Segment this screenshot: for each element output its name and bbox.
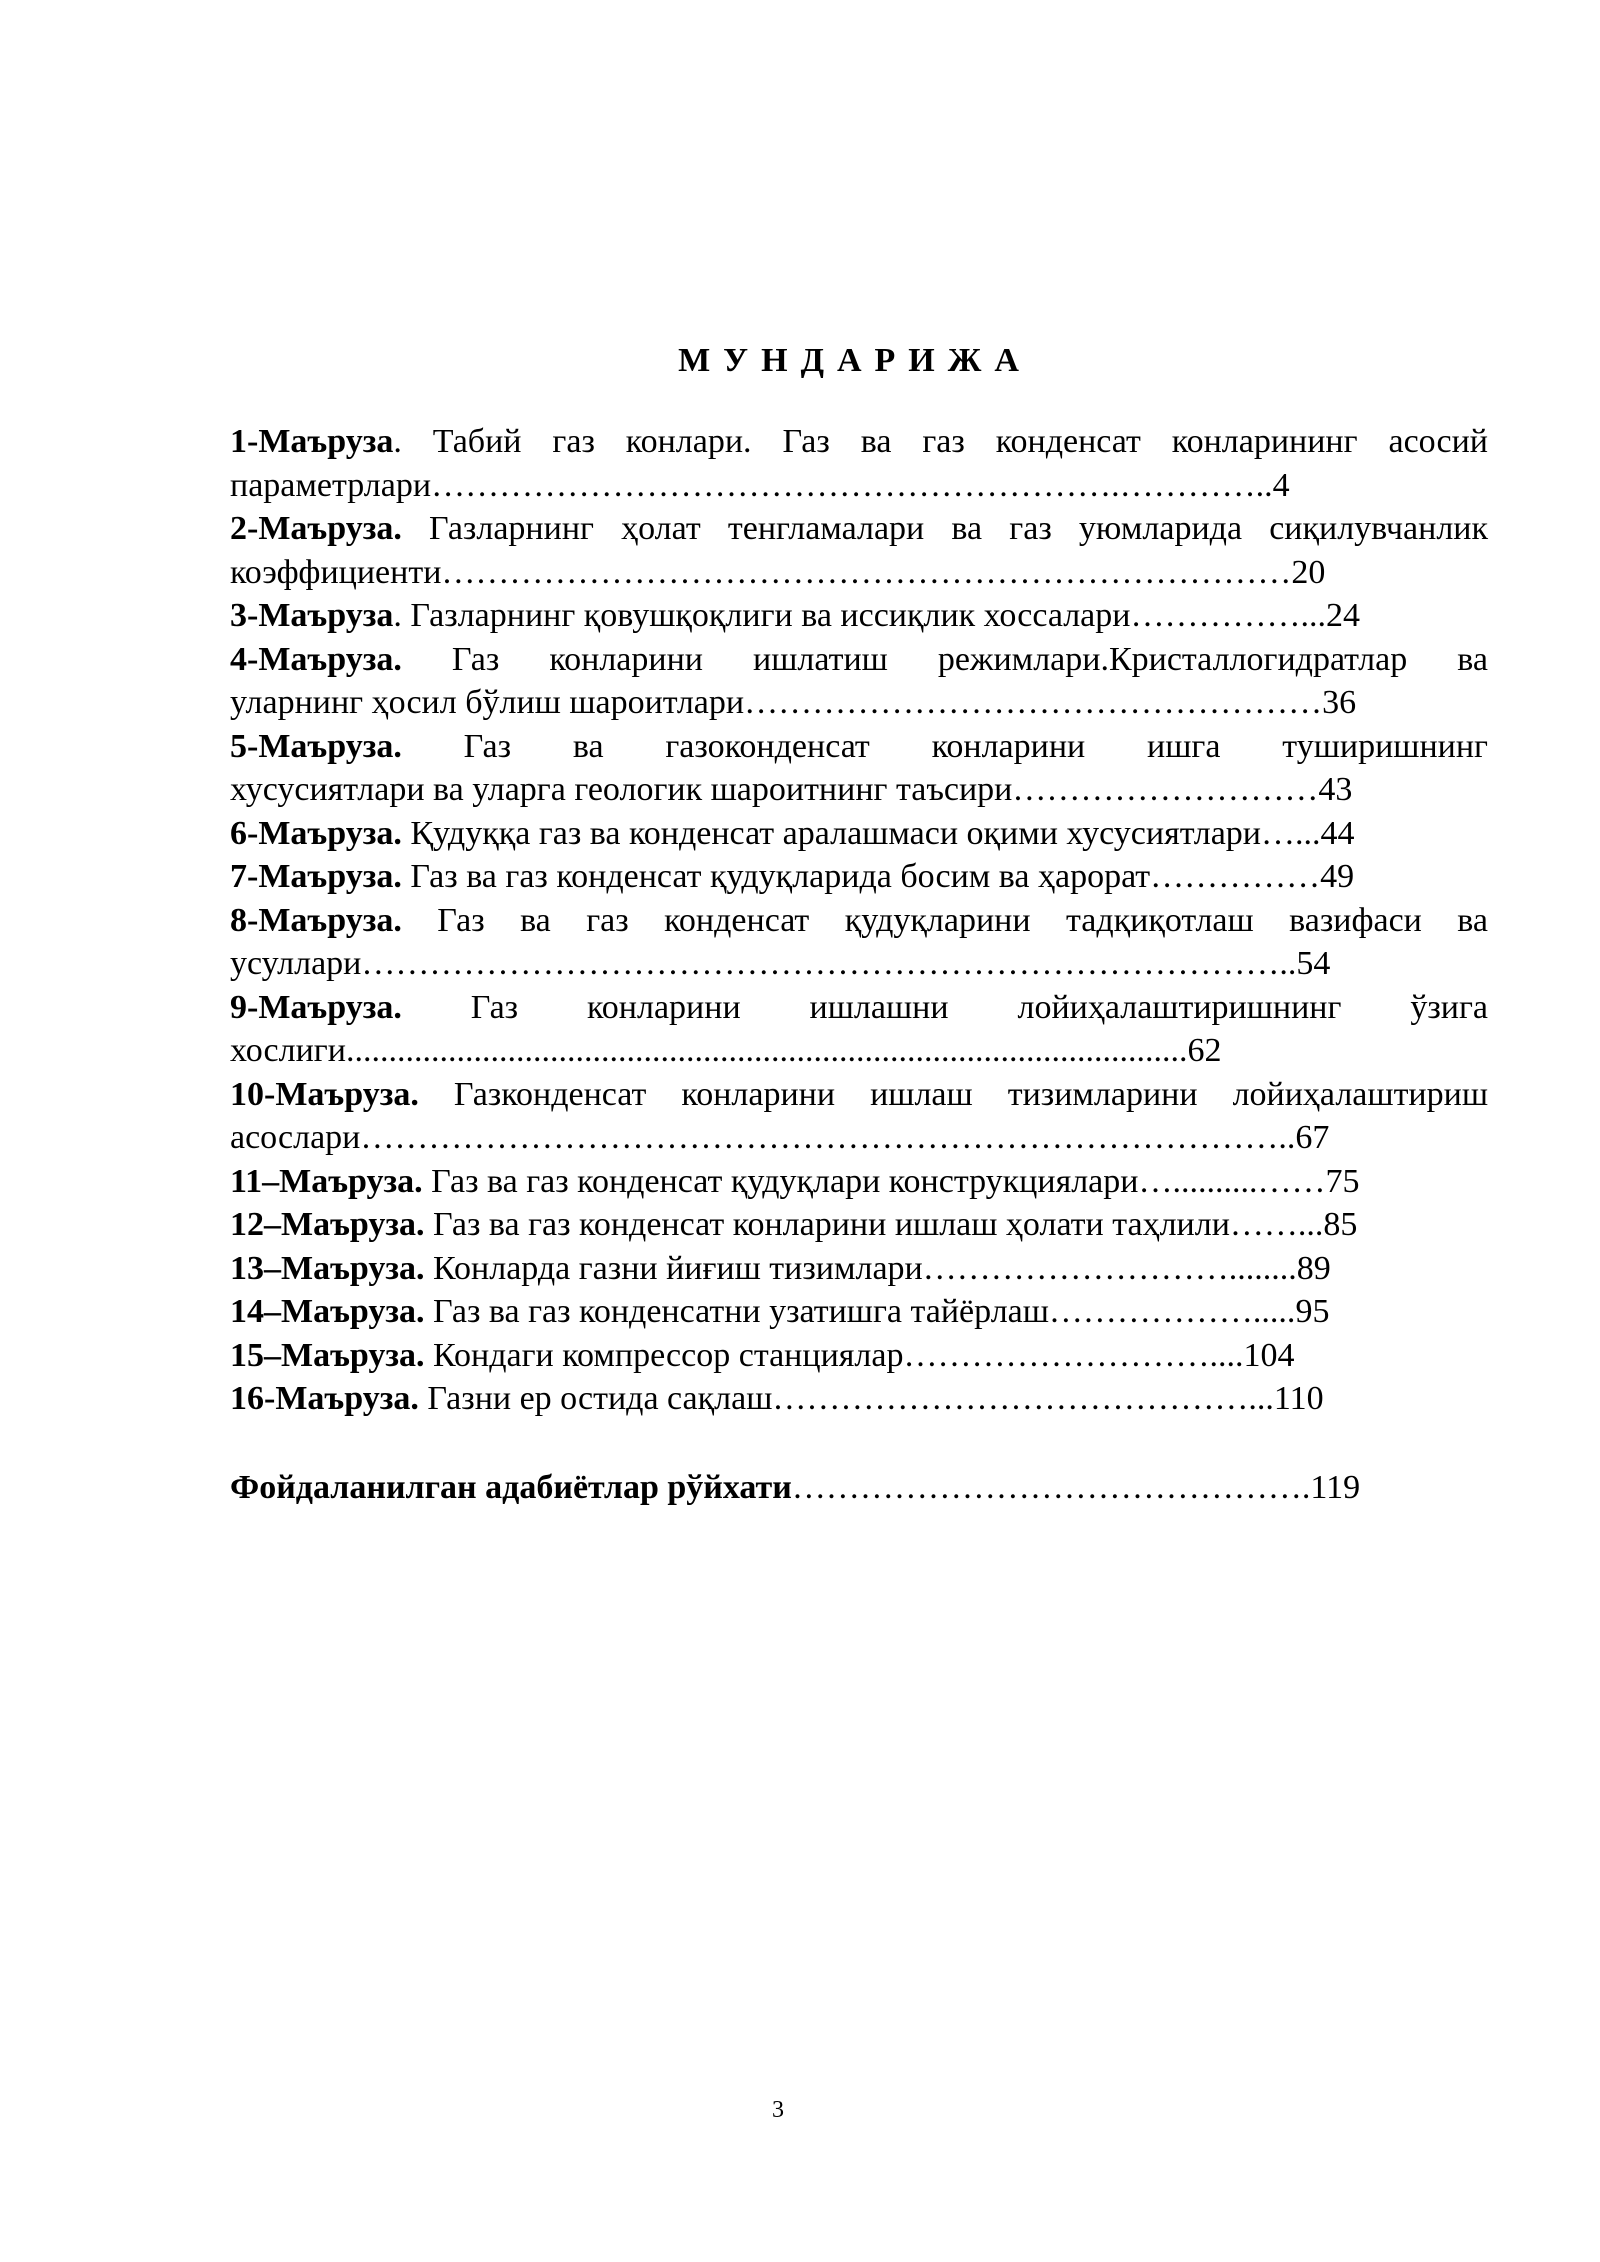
toc-entry-3[interactable] — [230, 594, 1488, 638]
toc-entry-title: Газларнинг ҳолат тенгламалари ва газ уюмларида сиқилувчанлик — [401, 510, 1488, 547]
toc-entry-leader: ………………………………………. — [791, 1468, 1311, 1506]
toc-entry-6[interactable] — [230, 812, 1488, 856]
toc-entry-label: 4-Маъруза. — [230, 640, 402, 678]
toc-entry-label: 7-Маъруза. — [230, 858, 402, 895]
toc-entry-5[interactable] — [230, 725, 1488, 812]
toc-entry-title: Газ ва газоконденсат конларини ишга туширишнинг — [401, 727, 1488, 765]
toc-entry-14[interactable] — [230, 1290, 1488, 1334]
table-of-contents — [230, 420, 1488, 1509]
page-title: МУНДАРИЖА — [678, 342, 1032, 379]
toc-entry-7[interactable] — [230, 855, 1488, 899]
toc-entry-label: 15–Маъруза. — [230, 1336, 425, 1374]
toc-entry-title: Газ ва газ конденсатни узатишга тайёрлаш………………..... — [424, 1293, 1296, 1330]
toc-entry-leader: ………………………………………………………………… — [441, 553, 1292, 591]
toc-entry-title: Газ ва газ конденсат қудуқлари конструкциялари…..........…… — [422, 1162, 1326, 1200]
toc-entry-page: 89 — [1296, 1249, 1331, 1287]
toc-entry-16[interactable] — [230, 1377, 1488, 1421]
toc-entry-label: 2-Маъруза. — [230, 510, 402, 547]
toc-entry-title: Газни ер остида сақлаш……………………………………... — [418, 1380, 1274, 1417]
toc-entry-title-cont: уларнинг ҳосил бўлиш шароитлари — [230, 684, 745, 721]
toc-entry-10[interactable] — [230, 1073, 1488, 1160]
toc-entry-label: 13–Маъруза. — [230, 1249, 425, 1287]
toc-entry-leader: …………………………………………… — [744, 684, 1323, 721]
toc-entry-title: Кондаги компрессор станциялар……………………….... — [424, 1336, 1244, 1374]
toc-entry-page: 75 — [1325, 1162, 1360, 1200]
toc-entry-page: 44 — [1320, 814, 1355, 852]
toc-entry-1[interactable] — [230, 420, 1488, 507]
toc-entry-label: 5-Маъруза. — [230, 727, 402, 765]
toc-entry-label: 6-Маъруза. — [230, 814, 402, 852]
toc-entry-2[interactable] — [230, 507, 1488, 594]
toc-entry-title: Конларда газни йиғиш тизимлари………………………........ — [424, 1249, 1297, 1287]
toc-entry-title: Газ конларини ишлашни лойиҳалаштиришнинг ўзига — [401, 988, 1488, 1026]
toc-entry-page: 104 — [1243, 1336, 1295, 1374]
toc-entry-title-cont: коэффициенти — [230, 553, 442, 591]
section-gap — [230, 1421, 1488, 1466]
page-number: 3 — [772, 2097, 784, 2123]
toc-entry-page: 43 — [1318, 771, 1353, 808]
toc-entry-label: 10-Маъруза. — [230, 1075, 419, 1113]
toc-entry-page: 95 — [1295, 1293, 1330, 1330]
toc-entry-15[interactable] — [230, 1334, 1488, 1378]
toc-entry-12[interactable] — [230, 1203, 1488, 1247]
toc-entry-leader: …………………………………………………….………….. — [431, 466, 1273, 504]
toc-entry-label: 3-Маъруза — [230, 597, 394, 634]
toc-entry-title: Газ ва газ конденсат қудуқларини тадқиқотлаш вазифаси ва — [401, 901, 1488, 939]
toc-entry-4[interactable] — [230, 638, 1488, 725]
toc-entry-title-cont: хослиги — [230, 1032, 346, 1069]
toc-entry-page: 54 — [1296, 945, 1331, 982]
toc-entry-title: . Газларнинг қовушқоқлиги ва иссиқлик хоссалари……………... — [393, 597, 1326, 634]
toc-entry-title-cont: параметрлари — [230, 466, 432, 504]
toc-entry-leader: ……………………… — [1012, 771, 1319, 808]
toc-entry-title-cont: усуллари — [230, 945, 362, 982]
toc-entry-title: Газ ва газ конденсат конларини ишлаш ҳолати таҳлили……... — [424, 1206, 1324, 1243]
toc-entry-title: Газ ва газ конденсат қудуқларида босим ва ҳарорат…………… — [401, 858, 1321, 895]
toc-entry-label: 1-Маъруза — [230, 423, 394, 460]
toc-entry-page: 85 — [1323, 1206, 1358, 1243]
toc-entry-page: 36 — [1322, 684, 1357, 721]
toc-entry-title-cont: асослари — [230, 1119, 361, 1156]
toc-entry-leader: ……………………………………………………………………….. — [361, 945, 1297, 982]
toc-entry-title: Газ конларини ишлатиш режимлари.Кристаллогидратлар ва — [401, 640, 1488, 678]
toc-entry-page: 67 — [1295, 1119, 1330, 1156]
toc-entry-label: 14–Маъруза. — [230, 1293, 425, 1330]
toc-entry-label: 11–Маъруза. — [230, 1162, 423, 1200]
toc-entry-literature[interactable] — [230, 1466, 1488, 1510]
toc-entry-page: 49 — [1320, 858, 1355, 895]
toc-entry-label: 16-Маъруза. — [230, 1380, 419, 1417]
toc-entry-leader: ……………………………………………………………………….. — [360, 1119, 1296, 1156]
toc-entry-label: 9-Маъруза. — [230, 988, 402, 1026]
toc-entry-title-cont: хусусиятлари ва уларга геологик шароитнинг таъсири — [230, 771, 1013, 808]
toc-entry-page: 20 — [1291, 553, 1326, 591]
toc-entry-9[interactable] — [230, 986, 1488, 1073]
toc-entry-page: 110 — [1273, 1380, 1324, 1417]
toc-entry-title: Қудуққа газ ва конденсат аралашмаси оқими хусусиятлари…... — [401, 814, 1321, 852]
toc-entry-8[interactable] — [230, 899, 1488, 986]
toc-entry-11[interactable] — [230, 1160, 1488, 1204]
toc-entry-page: 24 — [1325, 597, 1360, 634]
toc-entry-page: 62 — [1187, 1032, 1222, 1069]
toc-entry-13[interactable] — [230, 1247, 1488, 1291]
toc-entry-label: 8-Маъруза. — [230, 901, 402, 939]
toc-entry-title: Газконденсат конларини ишлаш тизимларини лойиҳалаштириш — [418, 1075, 1488, 1113]
toc-entry-label: Фойдаланилган адабиётлар рўйхати — [230, 1468, 792, 1506]
toc-entry-page: 4 — [1272, 466, 1290, 504]
toc-entry-leader: ................................................................................................... — [345, 1032, 1188, 1069]
toc-entry-page: 119 — [1310, 1468, 1361, 1506]
toc-entry-title: . Табий газ конлари. Газ ва газ конденсат конларининг асосий — [393, 423, 1488, 460]
toc-entry-label: 12–Маъруза. — [230, 1206, 425, 1243]
